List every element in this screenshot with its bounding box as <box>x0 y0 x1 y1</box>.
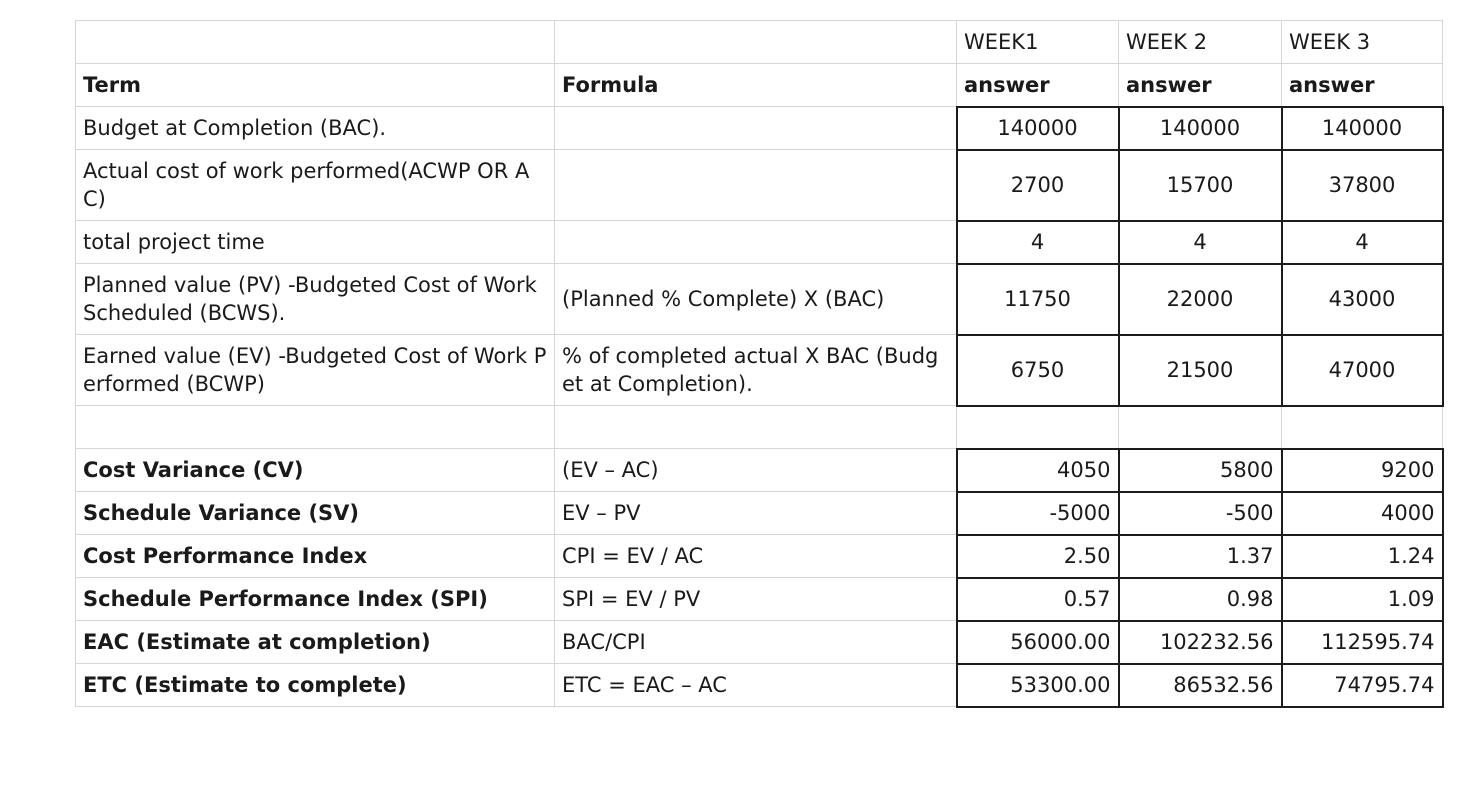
value-cell: 56000.00 <box>957 621 1119 664</box>
value-cell: 5800 <box>1119 449 1282 492</box>
formula-cell: EV – PV <box>555 492 957 535</box>
week-header-row <box>76 21 1443 64</box>
table-row <box>76 621 1443 664</box>
term-cell: Planned value (PV) -Budgeted Cost of Work Scheduled (BCWS). <box>76 264 555 335</box>
blank-cell <box>76 406 555 449</box>
table-row <box>76 664 1443 707</box>
value-cell: 21500 <box>1119 335 1282 406</box>
value-cell: 86532.56 <box>1119 664 1282 707</box>
value-cell: 4 <box>1119 221 1282 264</box>
formula-header: Formula <box>555 64 957 107</box>
value-cell: 15700 <box>1119 150 1282 221</box>
value-cell: 11750 <box>957 264 1119 335</box>
term-cell: Cost Variance (CV) <box>76 449 555 492</box>
week-header: WEEK 2 <box>1119 21 1282 64</box>
formula-cell: (Planned % Complete) X (BAC) <box>555 264 957 335</box>
table-row <box>76 221 1443 264</box>
value-cell: 0.98 <box>1119 578 1282 621</box>
answer-header: answer <box>1282 64 1443 107</box>
blank-cell <box>957 406 1119 449</box>
term-header: Term <box>76 64 555 107</box>
answer-header: answer <box>957 64 1119 107</box>
value-cell: 0.57 <box>957 578 1119 621</box>
table-row <box>76 449 1443 492</box>
value-cell: 1.09 <box>1282 578 1443 621</box>
answer-header: answer <box>1119 64 1282 107</box>
value-cell: 6750 <box>957 335 1119 406</box>
term-cell: Actual cost of work performed(ACWP OR AC) <box>76 150 555 221</box>
formula-cell <box>555 221 957 264</box>
value-cell: 4000 <box>1282 492 1443 535</box>
value-cell: -500 <box>1119 492 1282 535</box>
value-cell: 43000 <box>1282 264 1443 335</box>
value-cell: 4 <box>957 221 1119 264</box>
value-cell: 102232.56 <box>1119 621 1282 664</box>
table-row <box>76 107 1443 150</box>
value-cell: 2.50 <box>957 535 1119 578</box>
table-row <box>76 150 1443 221</box>
week-header: WEEK1 <box>957 21 1119 64</box>
formula-cell: % of completed actual X BAC (Budget at Completion). <box>555 335 957 406</box>
value-cell: 140000 <box>957 107 1119 150</box>
blank-cell <box>1119 406 1282 449</box>
value-cell: 1.24 <box>1282 535 1443 578</box>
spacer-row <box>76 406 1443 449</box>
value-cell: 4 <box>1282 221 1443 264</box>
value-cell: 140000 <box>1282 107 1443 150</box>
formula-cell: (EV – AC) <box>555 449 957 492</box>
column-header-row <box>76 64 1443 107</box>
table-row <box>76 535 1443 578</box>
formula-cell <box>555 150 957 221</box>
formula-cell: CPI = EV / AC <box>555 535 957 578</box>
week-header: WEEK 3 <box>1282 21 1443 64</box>
term-cell: total project time <box>76 221 555 264</box>
blank-cell <box>76 21 555 64</box>
value-cell: 37800 <box>1282 150 1443 221</box>
term-cell: Schedule Variance (SV) <box>76 492 555 535</box>
blank-cell <box>555 406 957 449</box>
value-cell: -5000 <box>957 492 1119 535</box>
blank-cell <box>555 21 957 64</box>
table-row <box>76 492 1443 535</box>
table-row <box>76 335 1443 406</box>
term-cell: Earned value (EV) -Budgeted Cost of Work Performed (BCWP) <box>76 335 555 406</box>
formula-cell: BAC/CPI <box>555 621 957 664</box>
blank-cell <box>1282 406 1443 449</box>
term-cell: EAC (Estimate at completion) <box>76 621 555 664</box>
value-cell: 9200 <box>1282 449 1443 492</box>
term-cell: Cost Performance Index <box>76 535 555 578</box>
value-cell: 2700 <box>957 150 1119 221</box>
value-cell: 140000 <box>1119 107 1282 150</box>
value-cell: 1.37 <box>1119 535 1282 578</box>
value-cell: 22000 <box>1119 264 1282 335</box>
earned-value-table <box>75 20 1444 708</box>
value-cell: 47000 <box>1282 335 1443 406</box>
table-row <box>76 264 1443 335</box>
formula-cell: SPI = EV / PV <box>555 578 957 621</box>
formula-cell <box>555 107 957 150</box>
term-cell: Schedule Performance Index (SPI) <box>76 578 555 621</box>
term-cell: ETC (Estimate to complete) <box>76 664 555 707</box>
value-cell: 4050 <box>957 449 1119 492</box>
value-cell: 53300.00 <box>957 664 1119 707</box>
value-cell: 74795.74 <box>1282 664 1443 707</box>
term-cell: Budget at Completion (BAC). <box>76 107 555 150</box>
value-cell: 112595.74 <box>1282 621 1443 664</box>
formula-cell: ETC = EAC – AC <box>555 664 957 707</box>
table-row <box>76 578 1443 621</box>
